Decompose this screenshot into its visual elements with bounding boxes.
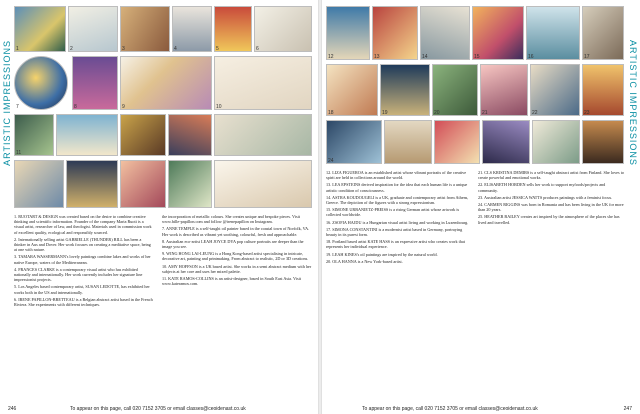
artwork-thumb-10 — [214, 56, 312, 110]
thumb-number: 1 — [16, 46, 19, 52]
thumb-number: 22 — [532, 110, 538, 116]
left-page-number: 246 — [8, 406, 17, 412]
artwork-thumb-34 — [384, 120, 432, 164]
artwork-thumb-19 — [168, 160, 212, 208]
entry-text: 13. LEA EPSTEINS derived inspiration for the idea that each human life is a unique artistic condition of consciousness. — [326, 182, 468, 193]
artwork-thumb-5 — [214, 6, 252, 52]
artwork-thumb-29 — [432, 64, 478, 116]
thumb-number: 11 — [16, 150, 22, 156]
artwork-thumb-33 — [326, 120, 382, 164]
entry-text: 25. HEATHER BAILEY creates art inspired by the atmosphere of the places she has lived and travelled. — [478, 214, 620, 225]
entry-text: 9. WING HONG LAI-LEUNG is a Hong Kong-based artist specialising in intricate, decorative art, painting and printmaking. From abstract to realistic, 2D or 3D creations. — [162, 251, 309, 262]
entry-text: 20. OLA HANNA is a New York-based artist. — [326, 258, 403, 264]
right-text-column-1 — [326, 170, 472, 402]
thumb-number: 18 — [328, 110, 334, 116]
thumb-number: 9 — [122, 104, 125, 110]
artwork-thumb-14 — [168, 114, 212, 156]
artwork-thumb-23 — [420, 6, 470, 60]
thumb-number: 15 — [474, 54, 480, 60]
artwork-thumb-32 — [582, 64, 624, 116]
entry-text: 5. Los Angeles based contemporary artist, SUSAN LEDOTTE, has exhibited her works both in the US and internationally. — [14, 284, 150, 295]
section-label-right: ARTISTIC IMPRESSIONS — [628, 40, 638, 166]
artwork-thumb-12 — [56, 114, 118, 156]
entry-text: 8. Australian eco-artist LEAH JOYCE DYA pop culture portraits are deeper than the image you see. — [162, 238, 304, 250]
artwork-thumb-2 — [68, 6, 118, 52]
entry-text: 1. RUOTART & DESIGN was created based on the desire to combine creative thinking and scientific information. Founder of the company Maria Ruoti is a visual artist, researcher of law, and theologist. Materials used in commission work of excellent quality, ecological and responsibly sourced. — [14, 214, 152, 235]
entry-text: 10. AMY HOFFSON is a UK based artist. She works in a semi abstract medium with her subjects at her core and uses her mixed palette. — [162, 263, 312, 274]
thumb-number: 24 — [328, 158, 334, 164]
artwork-thumb-24 — [472, 6, 524, 60]
artwork-thumb-31 — [530, 64, 580, 116]
artwork-thumb-18 — [120, 160, 166, 208]
artwork-thumb-16 — [14, 160, 64, 208]
entry-text: 14. ASTRA KOUDOUGELI is a UK, graduate and contemporary artist from Athens, Greece. The depiction of the figures with a strong expressionism. — [326, 194, 469, 206]
thumb-number: 10 — [216, 104, 222, 110]
entry-text: 12. LIZA FIGUEROA is an established artist whose vibrant portraits of the creative spirit are held in collections around the world. — [326, 170, 467, 181]
entry-text: 21. CLS KRISTINA DEMIRS is a self-taught abstract artist from Finland. She loves to create powerful and emotional works. — [478, 170, 624, 181]
artwork-thumb-22 — [372, 6, 418, 60]
artwork-thumb-30 — [480, 64, 528, 116]
entry-text: 16. ZSOFIA HAJDU is a Hungarian visual artist living and working in Luxembourg. — [326, 219, 469, 225]
thumb-number: 3 — [122, 46, 125, 52]
right-page — [322, 0, 640, 414]
left-page — [0, 0, 318, 414]
artwork-thumb-3 — [120, 6, 170, 52]
artwork-thumb-20 — [214, 160, 312, 208]
right-text-column-2 — [478, 170, 624, 402]
artwork-thumb-13 — [120, 114, 166, 156]
entry-text: 7. ANNE TEMPLE is a self-taught oil painter based in the coastal town of Norfolk, VA. Her work is described as vibrant yet soothing, colourful, fresh and approachable. — [162, 226, 310, 237]
entry-text: 3. TAMARA WASSERMANN's lovely paintings combine lakes and works of her native Europe, waters of the Mediterranean. — [14, 254, 151, 265]
entry-text: the incorporation of metallic colours. She creates unique and bespoke pieces. Visit www.bille-papillon.com and follow @irenepapillon on Instagram. — [162, 214, 300, 225]
artwork-thumb-1 — [14, 6, 66, 52]
thumb-number: 23 — [584, 110, 590, 116]
entry-text: 15. SIMONE URBANIETZ-PREISS is a rising German artist whose artwork is collected worldwide. — [326, 207, 460, 218]
entry-text: 17. SIMONA CONSTANTINI is a modernist artist based in Germany, portraying beauty in its purest form. — [326, 226, 463, 238]
section-label-left: ARTISTIC IMPRESSIONS — [2, 40, 12, 166]
thumb-number: 17 — [584, 54, 590, 60]
entry-text: 24. CARMEN RIGGINS was born in Romania and has been living in the UK for more than 20 years. — [478, 202, 624, 213]
entry-text: 23. Australian artist JESSICA WATTS produces paintings with a feminist focus. — [478, 194, 613, 200]
artwork-thumb-8 — [72, 56, 118, 110]
thumb-number: 16 — [528, 54, 534, 60]
artwork-thumb-37 — [532, 120, 580, 164]
artwork-thumb-36 — [482, 120, 530, 164]
entry-text: 11. KATE RAMOS-COLLINS is an artist-designer, based in South East Asia. Visit www.kateramos.com. — [162, 276, 301, 287]
thumb-number: 14 — [422, 54, 428, 60]
artwork-thumb-15 — [214, 114, 312, 156]
artwork-thumb-21 — [326, 6, 370, 60]
thumb-number: 8 — [74, 104, 77, 110]
entry-text: 19. LEAH KINES's oil paintings are inspired by the natural world. — [326, 251, 438, 257]
artwork-thumb-35 — [434, 120, 480, 164]
thumb-number: 6 — [256, 46, 259, 52]
entry-text: 2. Internationally selling artist GABRIELLE (THUNDER) BILL has been a thinker in Aus and Dover. Her work focuses on creating a meditative space, being at one with nature. — [14, 236, 151, 253]
entry-text: 22. ELISABETH HORDEN sells her work to support myfoods/projects and community. — [478, 182, 606, 193]
artwork-thumb-25 — [526, 6, 580, 60]
artwork-thumb-4 — [172, 6, 212, 52]
entry-text: 18. Portland based artist KATE HASS is an expressive artist who creates work that represents her individual experience. — [326, 239, 465, 250]
thumb-number: 19 — [382, 110, 388, 116]
entry-text: 6. IRENE PAPILLON-BRETTEAU is a Belgian abstract artist based in the French Riviera. She experiments with different techniques. — [14, 296, 153, 308]
artwork-thumb-6 — [254, 6, 312, 52]
artwork-thumb-27 — [326, 64, 378, 116]
artwork-thumb-7 — [14, 56, 68, 110]
left-footer: To appear on this page, call 020 7152 3705 or email classes@ceoidenast.co.uk — [70, 406, 246, 412]
artwork-thumb-28 — [380, 64, 430, 116]
artwork-thumb-9 — [120, 56, 212, 110]
thumb-number: 12 — [328, 54, 334, 60]
thumb-number: 13 — [374, 54, 380, 60]
thumb-number: 21 — [482, 110, 488, 116]
artwork-thumb-17 — [66, 160, 118, 208]
thumb-number: 5 — [216, 46, 219, 52]
artwork-thumb-26 — [582, 6, 624, 60]
artwork-thumb-38 — [582, 120, 624, 164]
thumb-number: 20 — [434, 110, 440, 116]
thumb-number: 4 — [174, 46, 177, 52]
thumb-number: 7 — [16, 104, 19, 110]
right-page-number: 247 — [623, 406, 632, 412]
left-text-column-2 — [162, 214, 312, 402]
left-text-column-1 — [14, 214, 154, 402]
thumb-number: 2 — [70, 46, 73, 52]
right-footer: To appear on this page, call 020 7152 3705 or email classes@ceoidenast.co.uk — [362, 406, 538, 412]
entry-text: 4. FRANCES CLARKE is a contemporary visual artist who has exhibited nationally and internationally. Her work currently includes her signature line impressionist projects. — [14, 266, 143, 283]
